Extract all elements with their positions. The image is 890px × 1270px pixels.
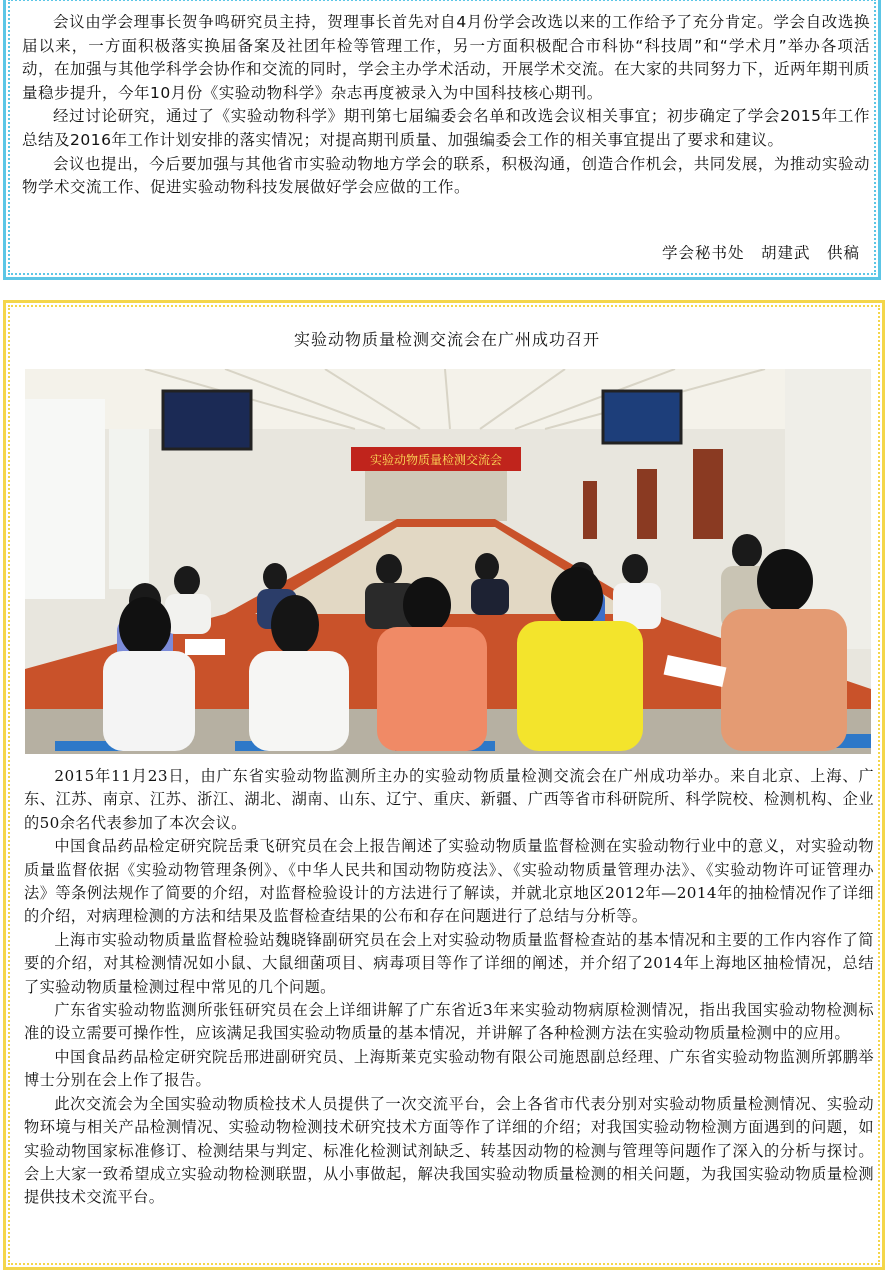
article-paragraph-3: 上海市实验动物质量监督检验站魏晓锋副研究员在会上对实验动物质量监督检查站的基本情况和主要的工作内容作了简要的介绍，对其检测情况如小鼠、大鼠细菌项目、病毒项目等作了详细的阐述，并介绍了2014年上海地区抽检情况，总结了实验动物质量检测过程中常见的几个问题。	[24, 930, 874, 996]
conference-photo	[25, 369, 871, 754]
notice-paragraph-3: 会议也提出，今后要加强与其他省市实验动物地方学会的联系，积极沟通，创造合作机会，共同发展，为推动实验动物学术交流工作、促进实验动物科技发展做好学会应做的工作。	[22, 154, 870, 197]
left-tv-screen	[163, 391, 251, 449]
article-box	[3, 300, 885, 1270]
notice-text	[22, 11, 870, 200]
article-paragraph-5: 中国食品药品检定研究院岳邢进副研究员、上海斯莱克实验动物有限公司施恩副总经理、广东省实验动物监测所郭鹏举博士分别在会上作了报告。	[24, 1047, 874, 1090]
article-paragraph-2: 中国食品药品检定研究院岳秉飞研究员在会上报告阐述了实验动物质量监督检测在实验动物行业中的意义，对实验动物质量监督依据《实验动物管理条例》、《中华人民共和国动物防疫法》、《实验动物质量管理办法》、《实验动物许可证管理办法》等条例法规作了简要的介绍，对监督检验设计的方法进行了解读，并就北京地区2012年—2014年的抽检情况作了详细的介绍，对病理检测的方法和结果及监督检查结果的公布和存在问题进行了总结与分析等。	[24, 837, 874, 926]
article-paragraph-1: 2015年11月23日，由广东省实验动物监测所主办的实验动物质量检测交流会在广州成功举办。来自北京、上海、广东、江苏、南京、江苏、浙江、湖北、湖南、山东、辽宁、重庆、新疆、广西等省市科研院所、科学院校、检测机构、企业的50余名代表参加了本次会议。	[24, 767, 874, 832]
notice-paragraph-1: 会议由学会理事长贺争鸣研究员主持，贺理事长首先对自4月份学会改选以来的工作给予了充分肯定。学会自改选换届以来，一方面积极落实换届备案及社团年检等管理工作，另一方面积极配合市科协“科技周”和“学术月”举办各项活动，在加强与其他学科学会协作和交流的同时，学会主办学术活动，开展学术交流。在大家的共同努力下，近两年期刊质量稳步提升，今年10月份《实验动物科学》杂志再度被录入为中国科技核心期刊。	[22, 13, 871, 102]
right-tv-screen	[603, 391, 681, 443]
notice-box	[3, 0, 881, 280]
notice-paragraph-2: 经过讨论研究，通过了《实验动物科学》期刊第七届编委会名单和改选会议相关事宜；初步确定了学会2015年工作总结及2016年工作计划安排的落实情况；对提高期刊质量、加强编委会工作的相关事宜提出了要求和建议。	[22, 107, 870, 149]
banner-text: 实验动物质量检测交流会	[369, 453, 503, 467]
article-title: 实验动物质量检测交流会在广州成功召开	[293, 330, 600, 349]
notice-signature: 学会秘书处 胡建武 供稿	[661, 244, 860, 262]
article-body	[24, 765, 874, 1210]
article-paragraph-4: 广东省实验动物监测所张钰研究员在会上详细讲解了广东省近3年来实验动物病原检测情况，指出我国实验动物检测标准的设立需要可操作性，应该满足我国实验动物质量的基本情况，并讲解了各种检测方法在实验动物质量检测中的应用。	[24, 1001, 874, 1043]
article-paragraph-6: 此次交流会为全国实验动物质检技术人员提供了一次交流平台，会上各省市代表分别对实验动物质量检测情况、实验动物环境与相关产品检测情况、实验动物检测技术研究技术方面等作了详细的介绍；对我国实验动物检测方面遇到的问题，如实验动物国家标准修订、检测结果与判定、标准化检测试剂缺乏、转基因动物的检测与管理等问题作了深入的分析与探讨。会上大家一致希望成立实验动物检测联盟，从小事做起，解决我国实验动物质量检测的相关问题，为我国实验动物质量检测提供技术交流平台。	[24, 1094, 874, 1207]
